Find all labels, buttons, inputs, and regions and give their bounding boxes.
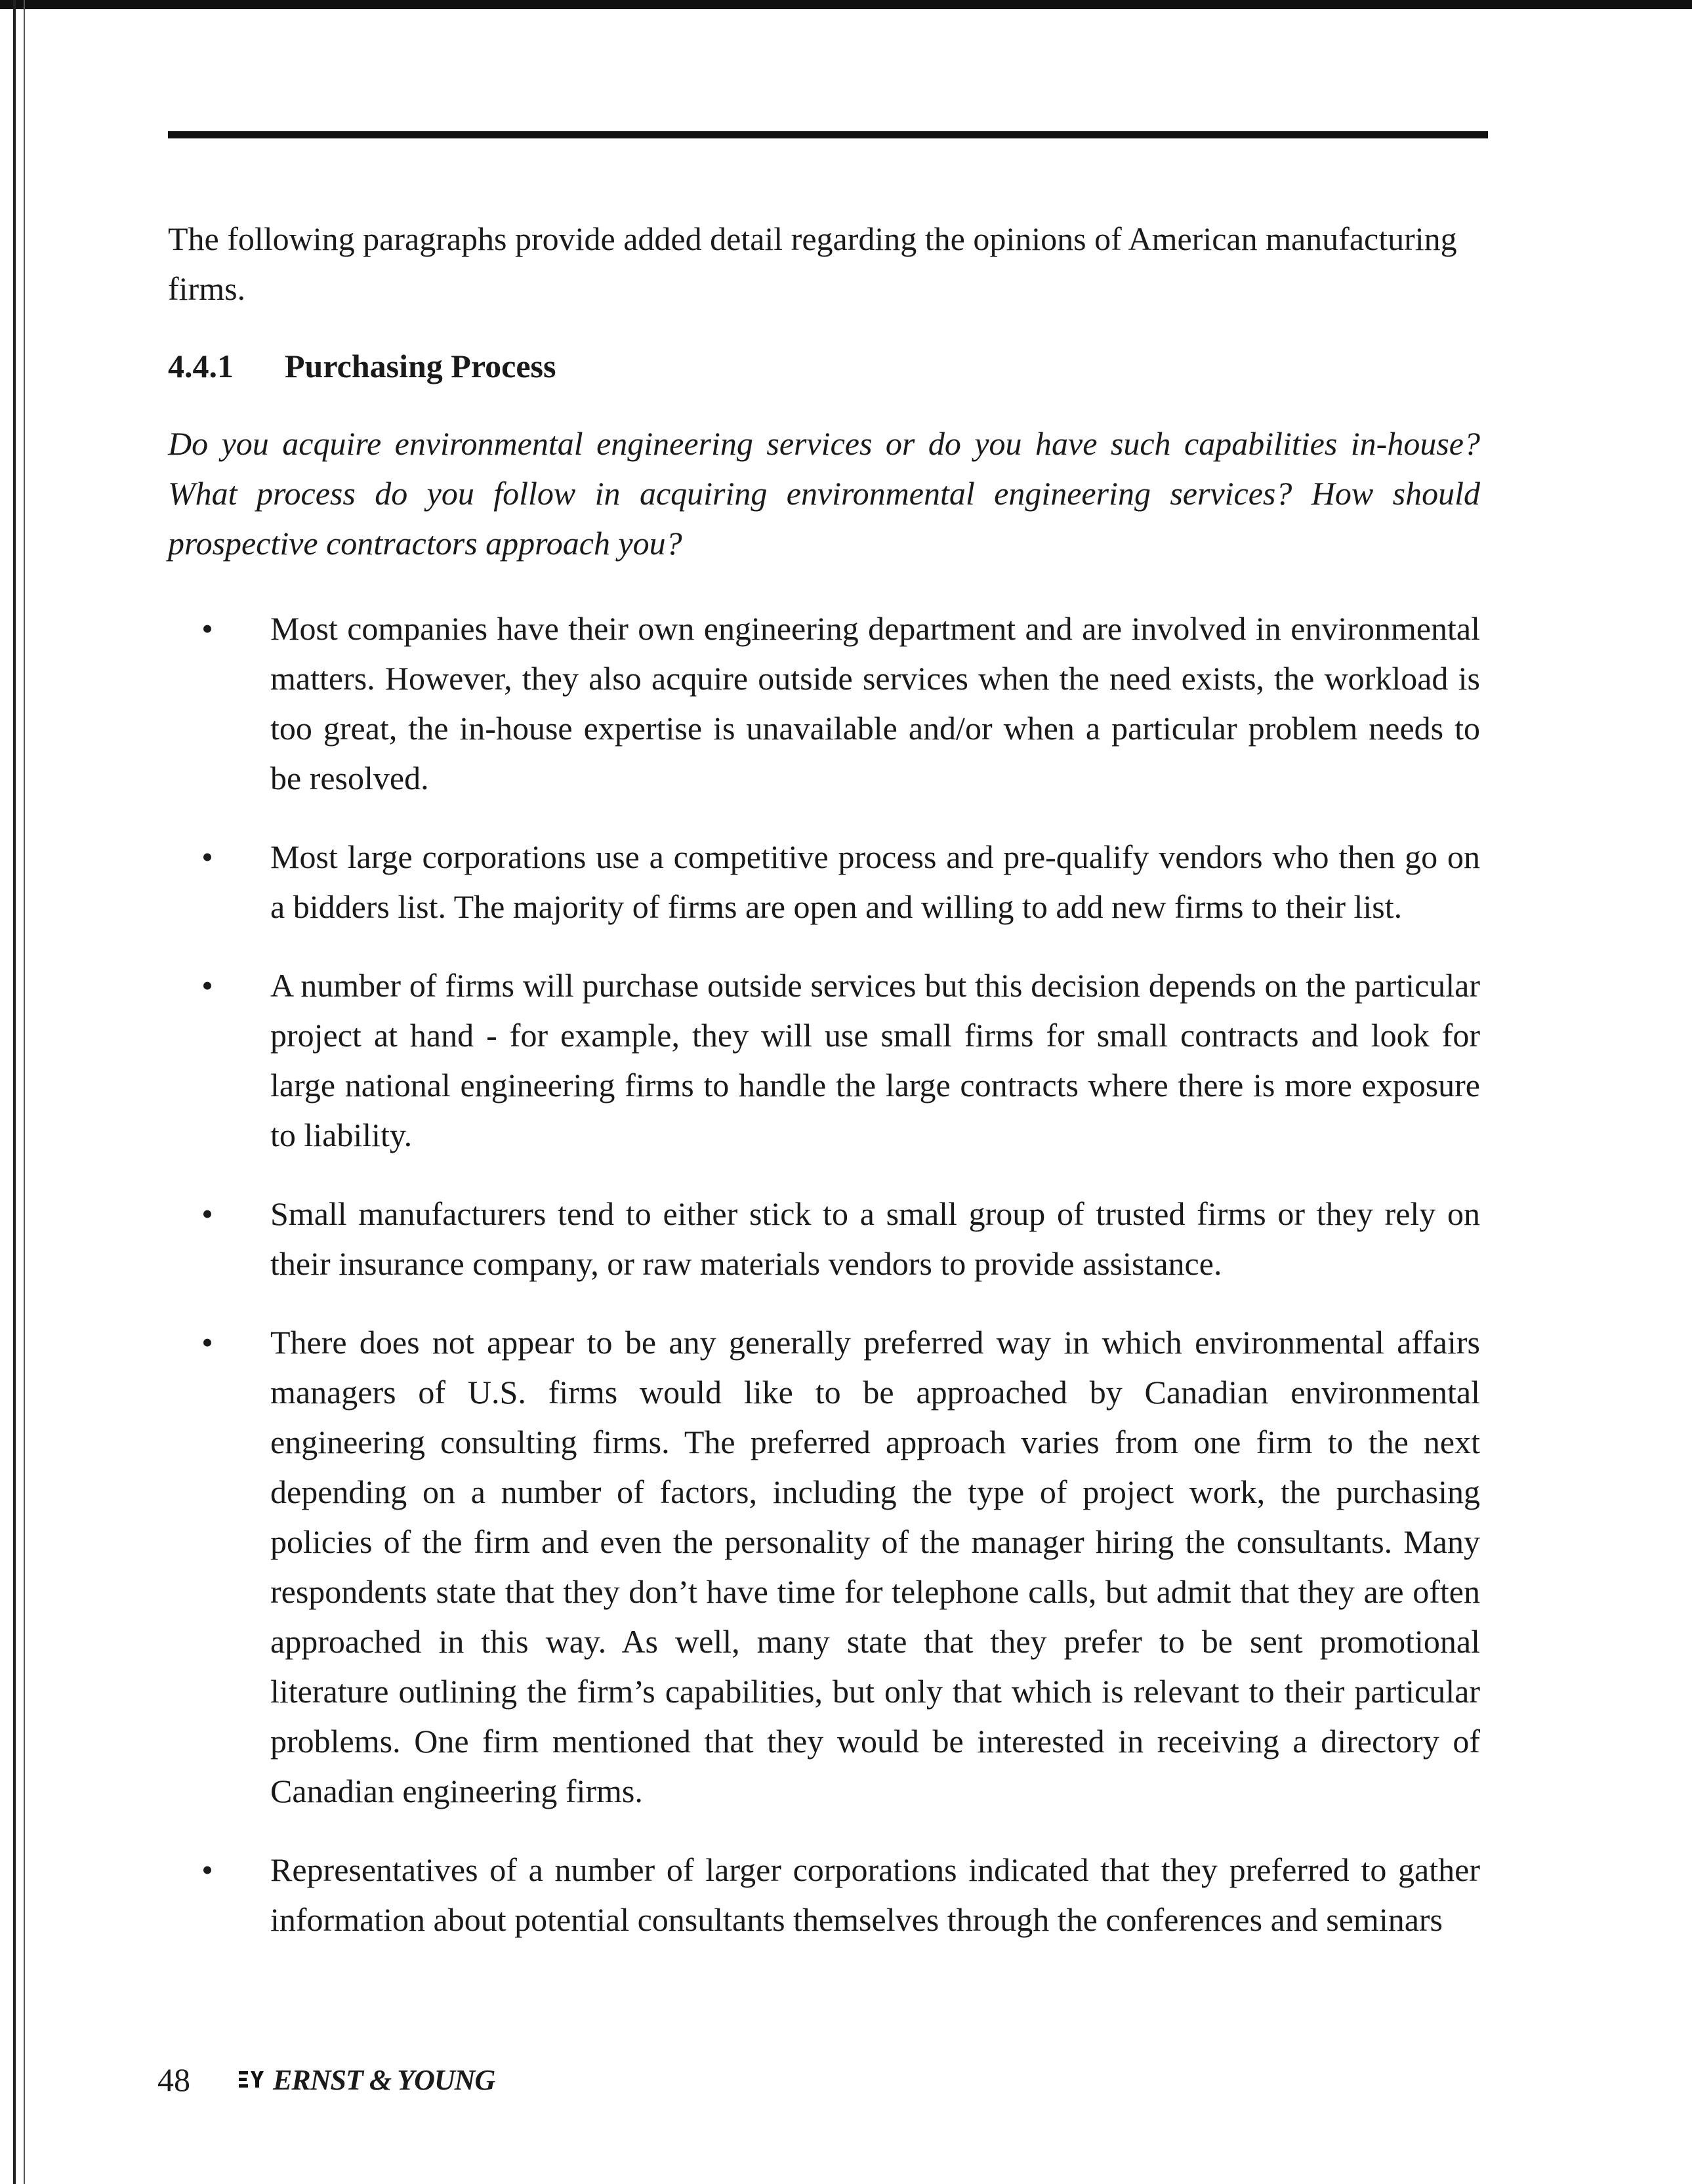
survey-question: Do you acquire environmental engineering services or do you have such capabilities in-house? What process do you follow in acquiring environmental engineering services? How should prospective contractors approach you? [168,425,1480,562]
bullet-text: Representatives of a number of larger corporations indicated that they preferred to gather information about potential consultants themselves through the conferences and seminars [270,1851,1480,1938]
scan-left-edge [13,0,25,2184]
intro-paragraph: The following paragraphs provide added detail regarding the opinions of American manufacturing firms. [168,220,1457,307]
bullet-icon: • [201,838,213,875]
section-number: 4.4.1 [168,348,234,384]
logo-text: ERNST & YOUNG [273,2063,495,2096]
bullet-text: A number of firms will purchase outside services but this decision depends on the particular project at hand - for example, they will use small firms for small contracts and look for large national engineering firms to handle the large contracts where there is more exposure to liability. [270,967,1480,1153]
section-title: Purchasing Process [285,348,556,384]
bullet-item [168,832,1480,932]
scan-top-edge [0,0,1692,9]
bullet-text: Most large corporations use a competitive process and pre-qualify vendors who then go on a bidders list. The majority of firms are open and willing to add new firms to their list. [270,838,1480,925]
bullet-icon: • [201,967,213,1004]
bullet-icon: • [201,610,213,647]
bullet-item [168,1317,1480,1816]
section-heading [168,341,1480,391]
bullet-item [168,604,1480,803]
bullet-text: There does not appear to be any generally preferred way in which environmental affairs managers of U.S. firms would like to be approached by Canadian environmental engineering consulting firms. The preferred approach varies from one firm to the next depending on a number of factors, including the type of project work, the purchasing policies of the firm and even the personality of the manager hiring the consultants. Many respondents state that they don’t have time for telephone calls, but admit that they are often approached in this way. As well, many state that they prefer to be sent promotional literature outlining the firm’s capabilities, but only that which is relevant to their particular problems. One firm mentioned that they would be interested in receiving a directory of Canadian engineering firms. [270,1324,1480,1809]
page-number: 48 [157,2061,190,2098]
bullet-item [168,960,1480,1160]
ernst-young-logo-icon [237,2069,270,2091]
ernst-young-logo [237,2063,495,2097]
bullet-icon: • [201,1195,213,1232]
page-content [168,214,1480,1973]
bullet-text: Small manufacturers tend to either stick to a small group of trusted firms or they rely on their insurance company, or raw materials vendors to provide assistance. [270,1195,1480,1282]
bullet-item [168,1845,1480,1945]
bullet-icon: • [201,1851,213,1888]
bullet-text: Most companies have their own engineering department and are involved in environmental matters. However, they also acquire outside services when the need exists, the workload is too great, the in-house expertise is unavailable and/or when a particular problem needs to be resolved. [270,610,1480,796]
page-footer [157,2060,495,2099]
bullet-item [168,1189,1480,1288]
header-rule [168,131,1488,138]
bullet-list [168,604,1480,1945]
bullet-icon: • [201,1324,213,1361]
